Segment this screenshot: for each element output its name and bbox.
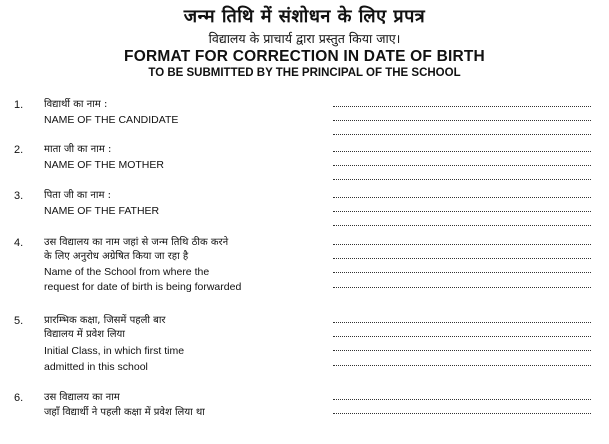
father-name-field-line-1[interactable]: [333, 197, 591, 198]
item-label-english: NAME OF THE MOTHER: [44, 159, 164, 171]
father-name-field-line-2[interactable]: [333, 211, 591, 212]
forwarding-school-field-line-1[interactable]: [333, 244, 591, 245]
item-label-english: Initial Class, in which first time: [44, 345, 185, 357]
item-label-hindi: विद्यार्थी का नाम :: [44, 99, 108, 110]
item-label-hindi: प्रारम्भिक कक्षा, जिसमें पहली बार: [44, 315, 166, 326]
first-admission-school-field-line-1[interactable]: [333, 399, 591, 400]
item-label-hindi: विद्यालय में प्रवेश लिया: [44, 329, 125, 340]
item-label-hindi: उस विद्यालय का नाम जहां से जन्म तिथि ठीक करने: [44, 237, 229, 248]
item-number: 5.: [14, 315, 24, 327]
item-label-hindi: उस विद्यालय का नाम: [44, 392, 120, 403]
item-label-english: request for date of birth is being forwarded: [44, 281, 242, 293]
form-title-english: FORMAT FOR CORRECTION IN DATE OF BIRTH: [124, 48, 485, 65]
forwarding-school-field-line-4[interactable]: [333, 287, 591, 288]
item-label-hindi: जहाँ विद्यार्थी ने पहली कक्षा में प्रवेश लिया था: [44, 407, 205, 418]
item-label-hindi: के लिए अनुरोध अग्रेषित किया जा रहा है: [44, 251, 189, 262]
initial-class-field-line-1[interactable]: [333, 322, 591, 323]
item-number: 3.: [14, 190, 24, 202]
item-label-english: Name of the School from where the: [44, 266, 210, 278]
mother-name-field-line-1[interactable]: [333, 151, 591, 152]
father-name-field-line-3[interactable]: [333, 225, 591, 226]
item-label-hindi: माता जी का नाम :: [44, 144, 112, 155]
mother-name-field-line-2[interactable]: [333, 165, 591, 166]
initial-class-field-line-4[interactable]: [333, 365, 591, 366]
item-number: 4.: [14, 237, 24, 249]
initial-class-field-line-2[interactable]: [333, 336, 591, 337]
form-subtitle-english: TO BE SUBMITTED BY THE PRINCIPAL OF THE SCHOOL: [148, 67, 461, 79]
item-label-english: NAME OF THE FATHER: [44, 205, 160, 217]
form-subtitle-hindi: विद्यालय के प्राचार्य द्वारा प्रस्तुत किया जाए।: [208, 31, 401, 46]
forwarding-school-field-line-3[interactable]: [333, 272, 591, 273]
candidate-name-field-line-2[interactable]: [333, 120, 591, 121]
first-admission-school-field-line-2[interactable]: [333, 413, 591, 414]
item-number: 2.: [14, 144, 24, 156]
candidate-name-field-line-1[interactable]: [333, 106, 591, 107]
item-label-english: NAME OF THE CANDIDATE: [44, 114, 179, 126]
candidate-name-field-line-3[interactable]: [333, 134, 591, 135]
item-label-english: admitted in this school: [44, 361, 148, 373]
item-label-hindi: पिता जी का नाम :: [44, 190, 112, 201]
mother-name-field-line-3[interactable]: [333, 179, 591, 180]
item-number: 1.: [14, 99, 24, 111]
forwarding-school-field-line-2[interactable]: [333, 258, 591, 259]
initial-class-field-line-3[interactable]: [333, 350, 591, 351]
form-title-hindi: जन्म तिथि में संशोधन के लिए प्रपत्र: [183, 6, 426, 27]
item-number: 6.: [14, 392, 24, 404]
